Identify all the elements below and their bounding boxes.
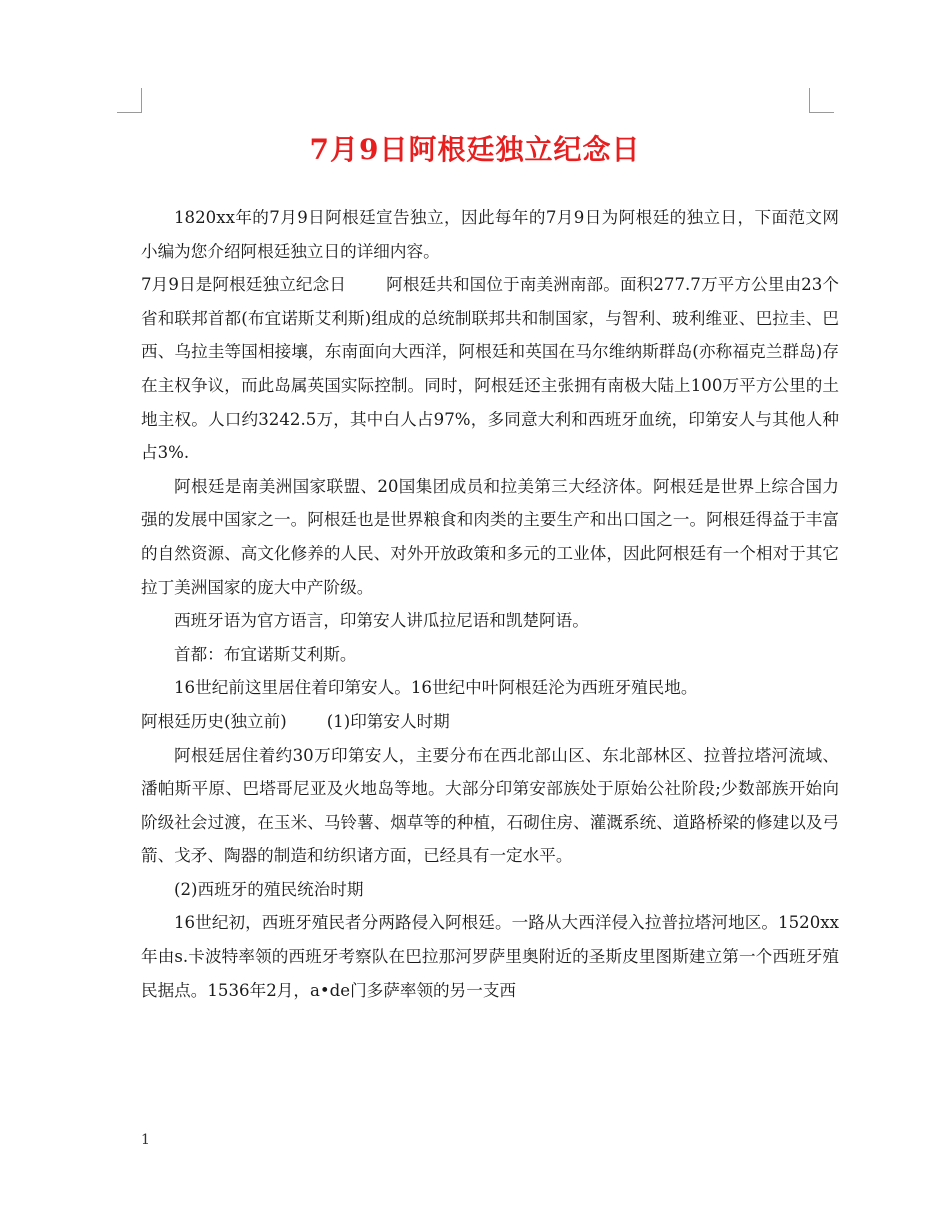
page-title: 7月9日阿根廷独立纪念日 [309,133,641,166]
paragraph-text: 16世纪初，西班牙殖民者分两路侵入阿根廷。一路从大西洋侵入拉普拉塔河地区。1520xx年由s.卡波特率领的西班牙考察队在巴拉那河罗萨里奥附近的圣斯皮里图斯建立第一个西班牙殖民据点。1536年2月，a•de门多萨率领的另一支西 [141,913,839,1000]
paragraph-text: 阿根廷是南美洲国家联盟、20国集团成员和拉美第三大经济体。阿根廷是世界上综合国力强的发展中国家之一。阿根廷也是世界粮食和肉类的主要生产和出口国之一。阿根廷得益于丰富的自然资源、高文化修养的人民、对外开放政策和多元的工业体，因此阿根廷有一个相对于其它拉丁美洲国家的庞大中产阶级。 [141,476,839,597]
paragraph [141,201,839,268]
paragraph [141,873,839,907]
paragraph [141,671,839,705]
paragraph-heading: 阿根廷历史(独立前) [141,711,287,731]
paragraph-text: 西班牙语为官方语言，印第安人讲瓜拉尼语和凯楚阿语。 [174,611,589,631]
page-number: 1 [141,1132,150,1148]
paragraph [141,739,839,873]
paragraph-text: 阿根廷共和国位于南美洲南部。面积277.7万平方公里由23个省和联邦首都(布宜诺斯艾利斯)组成的总统制联邦共和制国家，与智利、玻利维亚、巴拉圭、巴西、乌拉圭等国相接壤，东南面向大西洋，阿根廷和英国在马尔维纳斯群岛(亦称福克兰群岛)存在主权争议，而此岛属英国实际控制。同时，阿根廷还主张拥有南极大陆上100万平方公里的土地主权。人口约3242.5万，其中白人占97%，多同意大利和西班牙血统，印第安人与其他人种占3%. [141,275,839,463]
paragraph-text: (2)西班牙的殖民统治时期 [174,879,364,899]
paragraph [141,470,839,604]
paragraph [141,268,839,470]
crop-mark-top-left [117,88,142,113]
paragraph-text: 首都：布宜诺斯艾利斯。 [174,644,357,664]
crop-mark-top-right [809,88,834,113]
paragraph-text: 16世纪前这里居住着印第安人。16世纪中叶阿根廷沦为西班牙殖民地。 [174,678,698,698]
paragraph [141,906,839,1007]
paragraph [141,604,839,638]
paragraph-text: 1820xx年的7月9日阿根廷宣告独立，因此每年的7月9日为阿根廷的独立日，下面范文网小编为您介绍阿根廷独立日的详细内容。 [141,208,839,261]
document-body [141,201,839,1007]
paragraph-text: 阿根廷居住着约30万印第安人，主要分布在西北部山区、东北部林区、拉普拉塔河流域、潘帕斯平原、巴塔哥尼亚及火地岛等地。大部分印第安部族处于原始公社阶段;少数部族开始向阶级社会过渡，在玉米、马铃薯、烟草等的种植，石砌住房、灌溉系统、道路桥梁的修建以及弓箭、戈矛、陶器的制造和纺织诸方面，已经具有一定水平。 [141,745,839,866]
paragraph [141,638,839,672]
paragraph-text: (1)印第安人时期 [326,711,450,731]
paragraph-heading: 7月9日是阿根廷独立纪念日 [141,275,347,295]
paragraph [141,705,839,739]
